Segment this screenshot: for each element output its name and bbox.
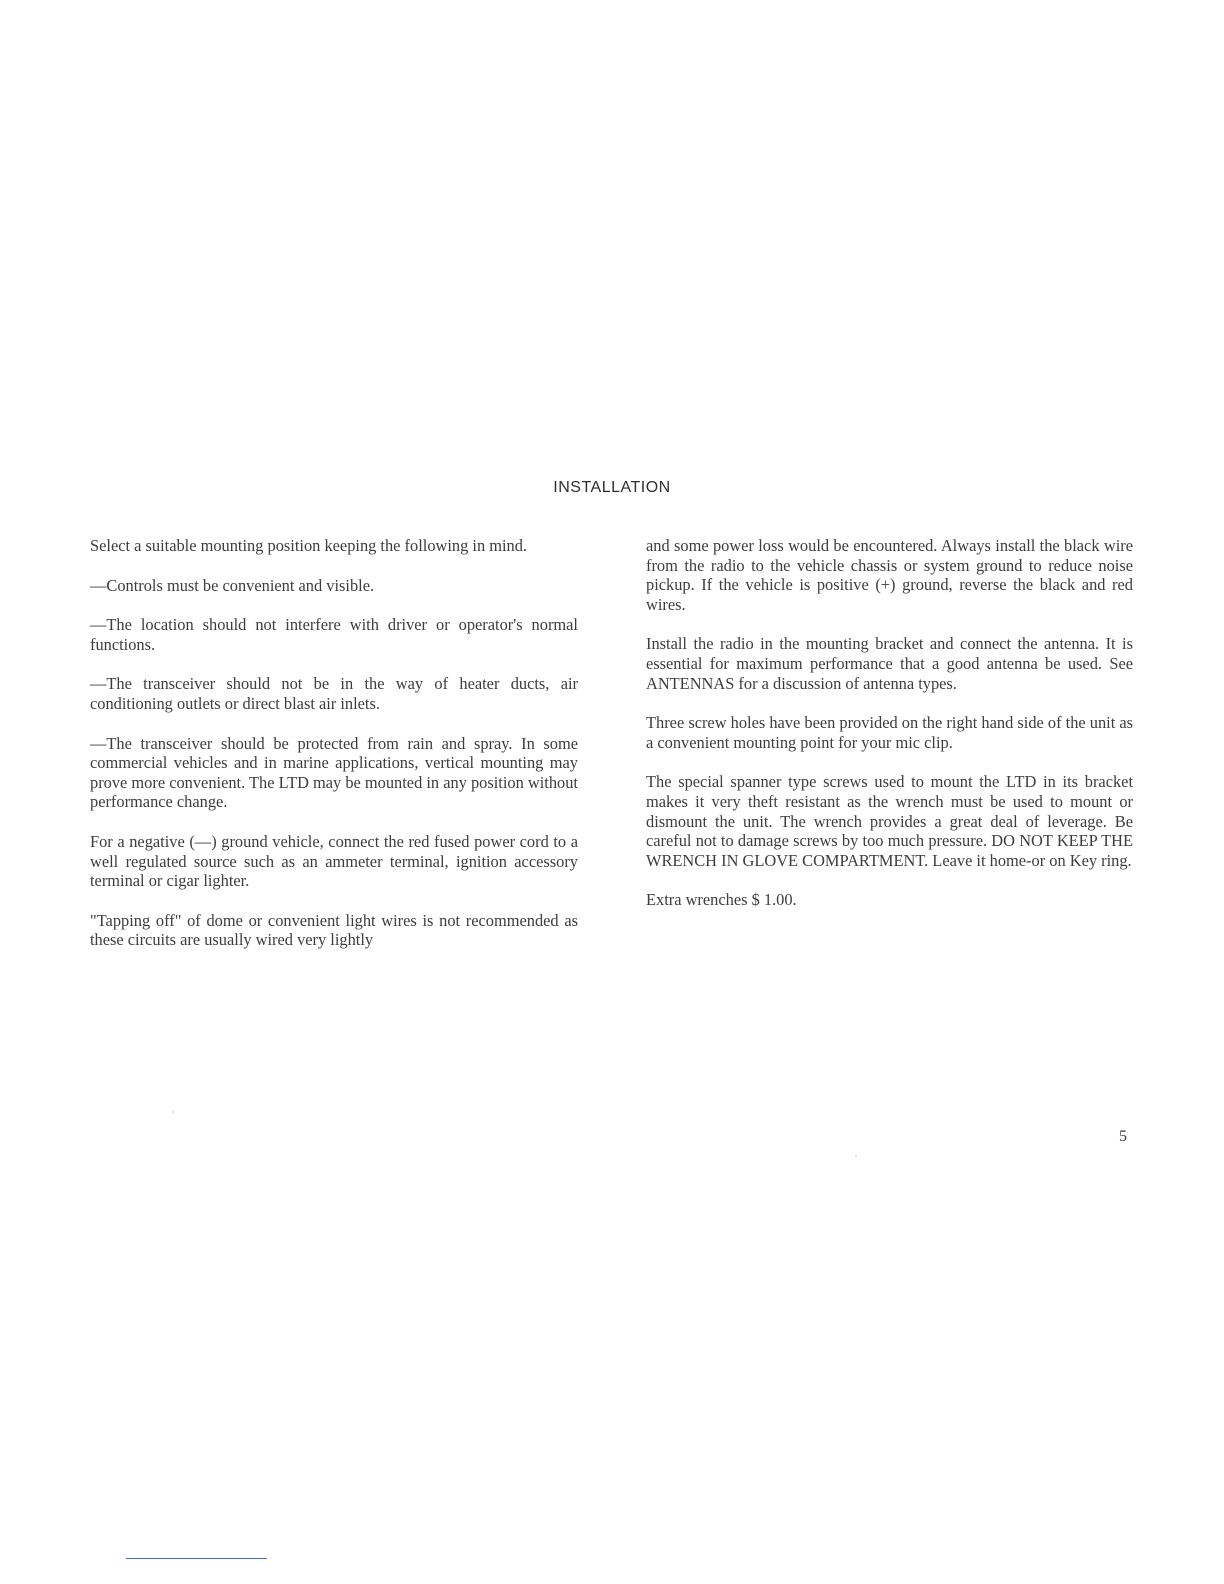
left-column	[90, 536, 578, 970]
page-number: 5	[1119, 1128, 1127, 1145]
paragraph-location: —The location should not interfere with driver or operator's normal functions.	[90, 615, 578, 654]
scan-speck	[855, 1155, 857, 1157]
scan-speck	[172, 1111, 174, 1113]
footer-rule	[126, 1558, 267, 1559]
paragraph-negative-ground: For a negative (—) ground vehicle, connect the red fused power cord to a well regulated source such as an ammeter terminal, ignition accessory terminal or cigar lighter.	[90, 831, 578, 891]
paragraph-controls: —Controls must be convenient and visible.	[90, 575, 375, 595]
paragraph-spanner-screws: The special spanner type screws used to mount the LTD in its bracket makes it very theft resistant as the wrench must be used to mount or dismount the unit. The wrench provides a great deal of leverage. Be careful not to damage screws by too much pressure. DO NOT KEEP THE WRENCH IN GLOVE COMPARTMENT. Leave it home-or on Key ring.	[646, 772, 1133, 870]
paragraph-power-loss: and some power loss would be encountered. Always install the black wire from the radio to the vehicle chassis or system ground to reduce noise pickup. If the vehicle is positive (+) ground, reverse the black and red wires.	[646, 536, 1133, 614]
paragraph-bracket-antenna: Install the radio in the mounting bracket and connect the antenna. It is essential for maximum performance that a good antenna be used. See ANTENNAS for a discussion of antenna types.	[646, 634, 1133, 693]
paragraph-rain-spray: —The transceiver should be protected from rain and spray. In some commercial vehicles and in marine applications, vertical mounting may prove more convenient. The LTD may be mounted in any position without performance change.	[90, 733, 578, 812]
paragraph-intro: Select a suitable mounting position keeping the following in mind.	[90, 536, 528, 555]
paragraph-screw-holes: Three screw holes have been provided on the right hand side of the unit as a convenient mounting point for your mic clip.	[646, 713, 1134, 752]
paragraph-tapping-off: "Tapping off" of dome or convenient light wires is not recommended as these circuits are usually wired very lightly	[90, 910, 578, 950]
paragraph-extra-wrenches: Extra wrenches $ 1.00.	[646, 890, 797, 910]
right-column	[646, 536, 1133, 930]
paragraph-heater-ducts: —The transceiver should not be in the way of heater ducts, air conditioning outlets or direct blast air inlets.	[90, 674, 578, 713]
section-heading: INSTALLATION	[553, 479, 671, 496]
